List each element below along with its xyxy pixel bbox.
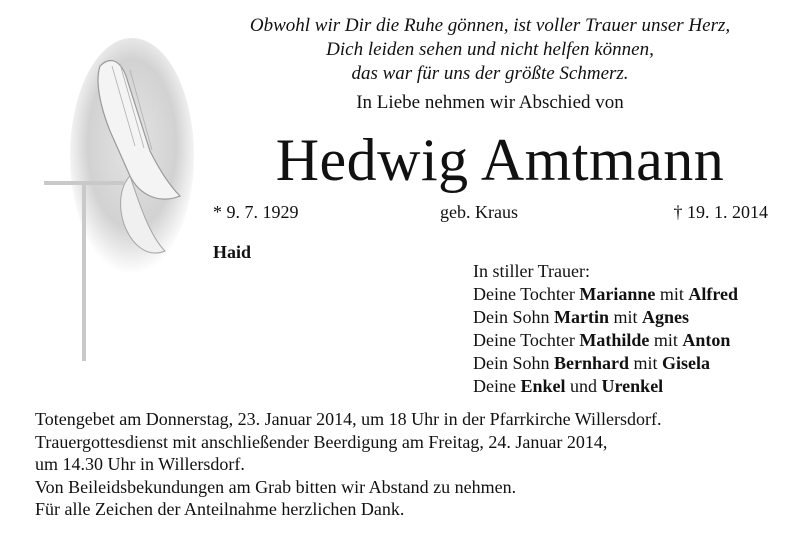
- poem-line: das war für uns der größte Schmerz.: [351, 63, 629, 84]
- mourner-name: Marianne: [579, 284, 656, 304]
- partner-name: Agnes: [642, 307, 690, 327]
- partner-name: Anton: [682, 330, 731, 350]
- birth-date: * 9. 7. 1929: [213, 202, 299, 222]
- poem-verse: [170, 14, 800, 86]
- mourners-heading: In stiller Trauer:: [473, 261, 590, 281]
- mourner-name: Enkel: [520, 376, 566, 396]
- hometown: Haid: [213, 242, 252, 262]
- connector: mit: [633, 353, 658, 373]
- connector: mit: [653, 330, 678, 350]
- mourner-name: Mathilde: [579, 330, 650, 350]
- relation: Dein Sohn: [473, 353, 550, 373]
- mourner-line: [473, 283, 738, 306]
- connector: und: [570, 376, 598, 396]
- notice-line: Trauergottesdienst mit anschließender Beerdigung am Freitag, 24. Januar 2014,: [35, 431, 608, 452]
- relation: Dein Sohn: [473, 307, 550, 327]
- funeral-notice: [35, 408, 662, 521]
- notice-line: Für alle Zeichen der Anteilnahme herzlichen Dank.: [35, 499, 405, 519]
- mourner-line: [473, 306, 738, 329]
- partner-name: Gisela: [662, 353, 711, 373]
- relation: Deine Tochter: [473, 284, 575, 304]
- notice-line: Totengebet am Donnerstag, 23. Januar 2014, um 18 Uhr in der Pfarrkirche Willersdorf.: [35, 409, 662, 429]
- death-date: † 19. 1. 2014: [673, 202, 768, 222]
- mourner-name: Martin: [554, 307, 609, 327]
- poem-line: Obwohl wir Dir die Ruhe gönnen, ist voller Trauer unser Herz,: [249, 15, 731, 36]
- mourner-name: Bernhard: [554, 353, 630, 373]
- notice-line: Von Beileidsbekundungen am Grab bitten wir Abstand zu nehmen.: [35, 476, 517, 497]
- relation: Deine: [473, 376, 516, 396]
- deceased-name: Hedwig Amtmann: [275, 127, 725, 193]
- mourner-line: [473, 352, 738, 375]
- mourner-line: [473, 375, 738, 398]
- connector: mit: [659, 284, 684, 304]
- poem-line: Dich leiden sehen und nicht helfen können,: [326, 39, 654, 60]
- mourners-list: [473, 260, 738, 398]
- partner-name: Alfred: [688, 284, 739, 304]
- connector: mit: [613, 307, 638, 327]
- mourner-line: [473, 329, 738, 352]
- relation: Deine Tochter: [473, 330, 575, 350]
- partner-name: Urenkel: [601, 376, 664, 396]
- maiden-name: geb. Kraus: [440, 202, 518, 222]
- notice-line: um 14.30 Uhr in Willersdorf.: [35, 454, 245, 474]
- farewell-intro: In Liebe nehmen wir Abschied von: [356, 92, 624, 113]
